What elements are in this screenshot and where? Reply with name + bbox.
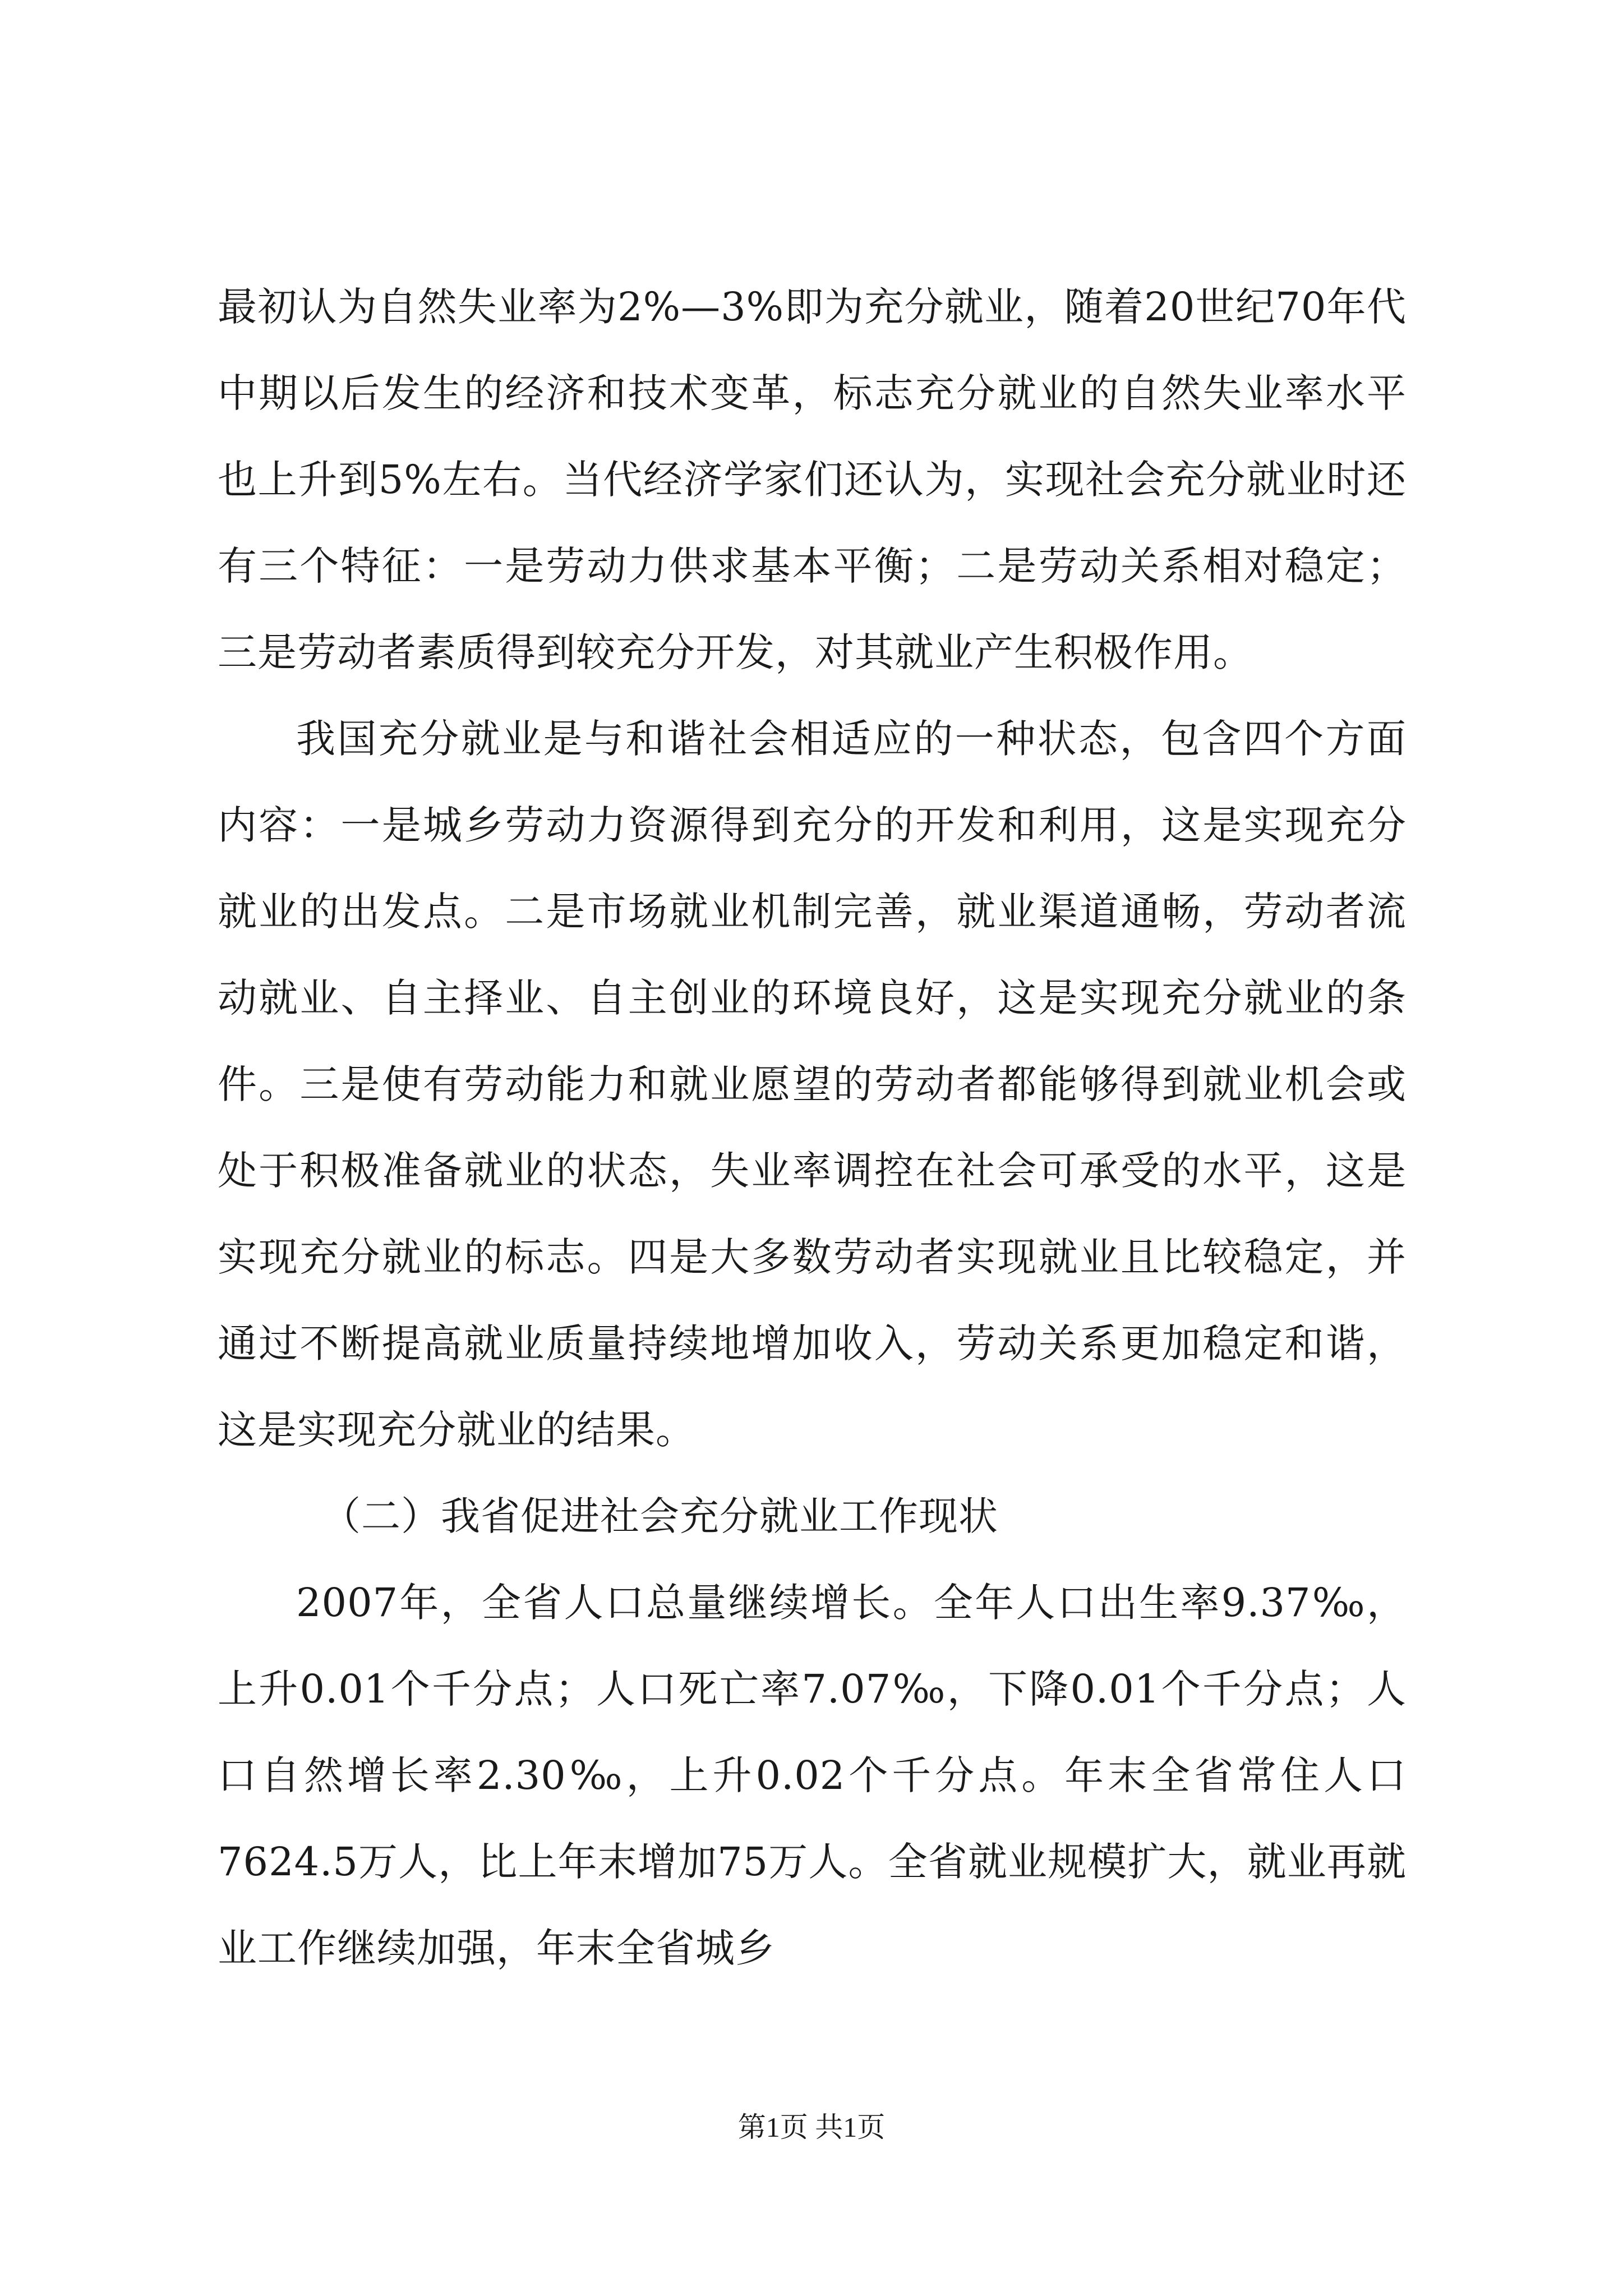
document-body	[218, 264, 1407, 1991]
section-heading: （二）我省促进社会充分就业工作现状	[321, 1493, 998, 1539]
page-footer: 第1页 共1页	[737, 2111, 886, 2143]
paragraph-natural-unemployment: 最初认为自然失业率为2%—3%即为充分就业，随着20世纪70年代中期以后发生的经济和技术变革，标志充分就业的自然失业率水平也上升到5%左右。当代经济学家们还认为，实现社会充分就业时还有三个特征：一是劳动力供求基本平衡；二是劳动关系相对稳定；三是劳动者素质得到较充分开发，对其就业产生积极作用。	[218, 284, 1407, 675]
paragraph-full-employment-content: 我国充分就业是与和谐社会相适应的一种状态，包含四个方面内容：一是城乡劳动力资源得到充分的开发和利用，这是实现充分就业的出发点。二是市场就业机制完善，就业渠道通畅，劳动者流动就业、自主择业、自主创业的环境良好，这是实现充分就业的条件。三是使有劳动能力和就业愿望的劳动者都能够得到就业机会或处于积极准备就业的状态，失业率调控在社会可承受的水平，这是实现充分就业的标志。四是大多数劳动者实现就业且比较稳定，并通过不断提高就业质量持续地增加收入，劳动关系更加稳定和谐，这是实现充分就业的结果。	[218, 716, 1407, 1453]
paragraph-population-2007: 2007年，全省人口总量继续增长。全年人口出生率9.37‰，上升0.01个千分点；人口死亡率7.07‰，下降0.01个千分点；人口自然增长率2.30‰，上升0.02个千分点。年末全省常住人口7624.5万人，比上年末增加75万人。全省就业规模扩大，就业再就业工作继续加强，年末全省城乡	[218, 1580, 1407, 1971]
